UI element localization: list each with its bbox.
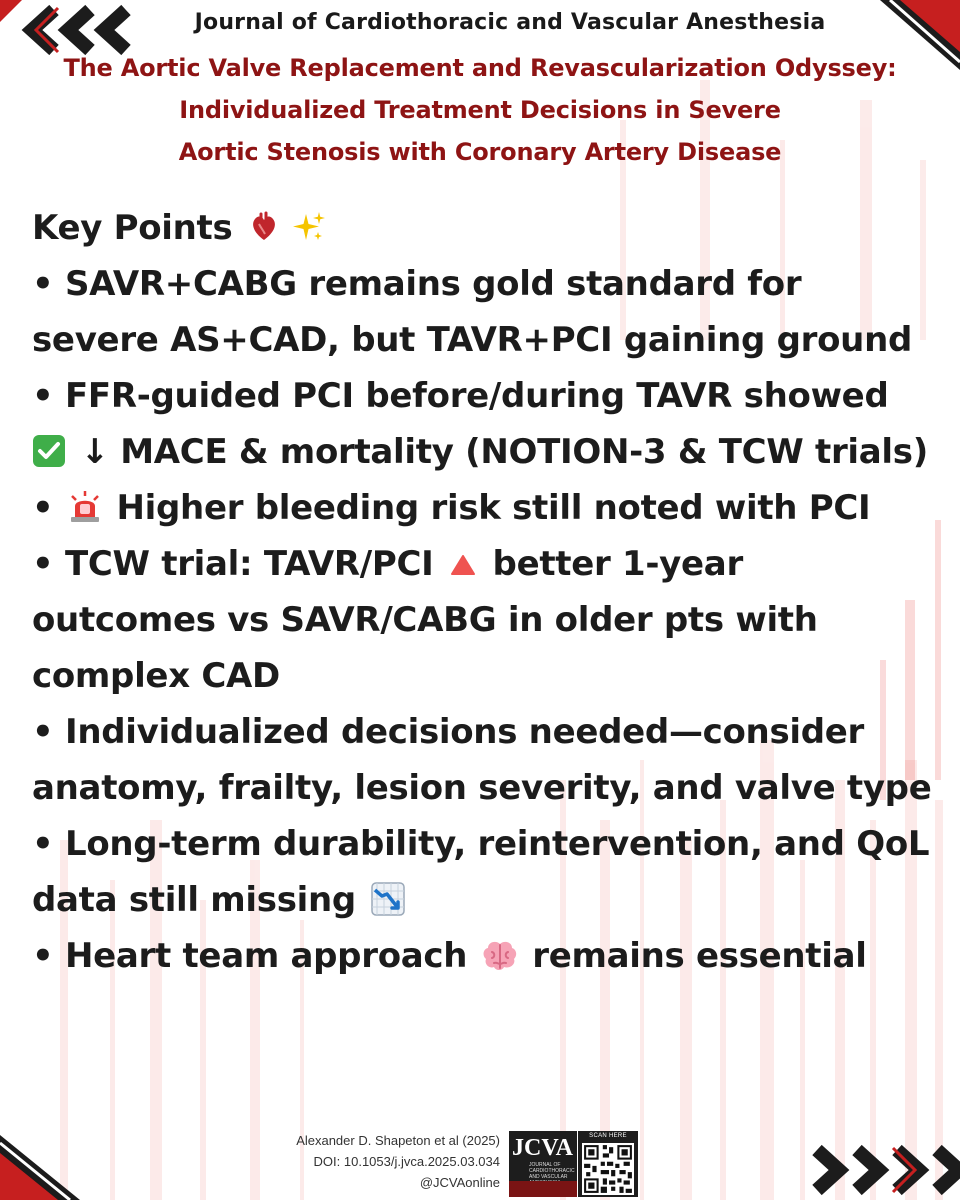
key-points-heading (32, 200, 932, 256)
qr-code-icon[interactable] (582, 1143, 634, 1195)
article-title-line: The Aortic Valve Replacement and Revascularization Odyssey: (63, 54, 897, 82)
sparkles-icon (292, 210, 326, 244)
citation-authors: Alexander D. Shapeton et al (2025) (296, 1133, 500, 1148)
corner-decoration-bottom-left (0, 1125, 90, 1200)
article-title-line: Aortic Stenosis with Coronary Artery Disease (178, 138, 782, 166)
article-title (0, 47, 960, 173)
key-point-item (32, 816, 932, 928)
key-point-text: remains essential (520, 936, 867, 976)
anatomical-heart-icon (247, 210, 281, 244)
key-point-text: • SAVR+CABG remains gold standard for severe AS+CAD, but TAVR+PCI gaining ground (32, 264, 913, 360)
key-point-text: • Heart team approach (32, 936, 479, 976)
check-mark-button-icon (32, 434, 66, 468)
key-point-item (32, 368, 932, 480)
journal-cover-subtitle: JOURNAL OF CARDIOTHORACIC AND VASCULAR (529, 1162, 575, 1180)
citation (200, 1130, 500, 1193)
key-point-item (32, 480, 932, 536)
key-points (32, 200, 932, 984)
key-point-text: • TCW trial: TAVR/PCI (32, 544, 445, 584)
header (0, 10, 960, 173)
article-title-line: Individualized Treatment Decisions in Severe (179, 96, 781, 124)
citation-doi[interactable]: DOI: 10.1053/j.jvca.2025.03.034 (313, 1154, 500, 1169)
journal-name: Journal of Cardiothoracic and Vascular Anesthesia (194, 10, 826, 35)
qr-scan-label: SCAN HERE (589, 1133, 627, 1139)
key-point-text: • (32, 488, 65, 528)
red-triangle-up-icon (448, 550, 478, 580)
key-point-text: • Individualized decisions needed—consider anatomy, frailty, lesion severity, and valve type (32, 712, 932, 808)
key-point-text: ↓ MACE & mortality (NOTION-3 & TCW trials) (69, 432, 928, 472)
chart-decreasing-icon (371, 882, 405, 916)
key-point-item (32, 256, 932, 368)
journal-cover-strip (509, 1181, 577, 1197)
journal-cover (509, 1131, 577, 1197)
key-point-item (32, 928, 932, 984)
key-point-text: • Long-term durability, reintervention, and QoL data still missing (32, 824, 930, 920)
chevron-decoration-bottom-right (795, 1140, 960, 1200)
key-point-text: Higher bleeding risk still noted with PCI (104, 488, 871, 528)
key-points-title: Key Points (32, 208, 233, 248)
key-point-item (32, 536, 932, 704)
rotating-light-icon (68, 490, 102, 524)
key-point-text: better 1-year outcomes vs SAVR/CABG in older pts with complex CAD (32, 544, 818, 696)
key-point-text: • FFR-guided PCI before/during TAVR showed (32, 376, 889, 416)
brain-icon (482, 940, 518, 972)
social-handle[interactable]: @JCVAonline (419, 1175, 500, 1190)
key-point-item (32, 704, 932, 816)
journal-cover-brand: JCVA (512, 1135, 573, 1161)
qr-code-panel[interactable] (578, 1131, 638, 1197)
